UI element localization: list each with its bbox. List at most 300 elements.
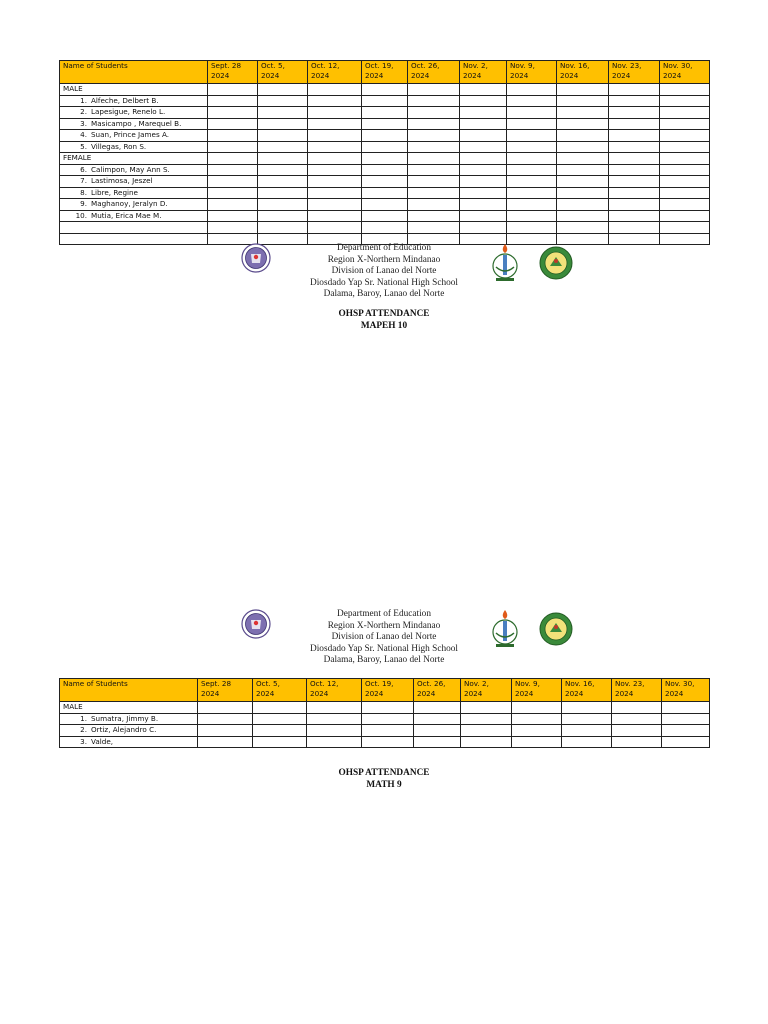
attendance-cell (307, 713, 362, 725)
header-text-line: 2024 (311, 71, 330, 80)
header-text-line: 2024 (261, 71, 280, 80)
attendance-cell (460, 84, 507, 96)
attendance-cell (660, 118, 710, 130)
column-header-date (662, 679, 710, 702)
student-name: Calimpon, May Ann S. (91, 164, 170, 174)
header-text-line: Nov. 23, (612, 61, 642, 70)
attendance-cell (362, 725, 414, 737)
attendance-cell (460, 164, 507, 176)
student-number: 3. (80, 118, 87, 128)
attendance-cell (507, 107, 557, 119)
attendance-cell (258, 164, 308, 176)
attendance-cell (362, 153, 408, 165)
attendance-cell (557, 130, 609, 142)
school-seal-icon (538, 246, 574, 284)
student-name-cell (60, 118, 208, 130)
table-row (60, 210, 710, 222)
attendance-cell (557, 164, 609, 176)
attendance-cell (208, 222, 258, 234)
header-text-line: Oct. 19, (365, 679, 394, 688)
header-line-division: Division of Lanao del Norte (331, 266, 437, 276)
attendance-cell (362, 130, 408, 142)
attendance-cell (362, 107, 408, 119)
attendance-cell (362, 84, 408, 96)
student-name-cell (60, 222, 208, 234)
attendance-cell (307, 702, 362, 714)
header-text-line: Oct. 5, (256, 679, 280, 688)
student-name-cell (60, 107, 208, 119)
header-text-line: 2024 (565, 689, 584, 698)
student-number: 1. (80, 95, 87, 105)
attendance-cell (609, 222, 660, 234)
attendance-cell (208, 210, 258, 222)
attendance-cell (660, 141, 710, 153)
attendance-cell (408, 164, 460, 176)
attendance-cell (507, 153, 557, 165)
header-text-line: 2024 (201, 689, 220, 698)
table-body (60, 84, 710, 245)
header-line-school: Diosdado Yap Sr. National High School (310, 643, 458, 654)
attendance-cell (414, 736, 461, 748)
attendance-cell (507, 187, 557, 199)
column-header-date (258, 61, 308, 84)
header-text-line: Nov. 30, (665, 679, 695, 688)
column-header-date (408, 61, 460, 84)
header-text-line: 2024 (665, 689, 684, 698)
attendance-cell (609, 210, 660, 222)
attendance-cell (253, 702, 307, 714)
attendance-cell (408, 222, 460, 234)
student-name-cell (60, 702, 198, 714)
attendance-cell (660, 84, 710, 96)
title-subject: MAPEH 10 (360, 320, 408, 331)
header-line-school: Diosdado Yap Sr. National High School (310, 277, 458, 288)
attendance-cell (609, 141, 660, 153)
header-text-line: 2024 (510, 71, 529, 80)
attendance-cell (208, 141, 258, 153)
student-name: Libre, Regine (91, 187, 138, 197)
attendance-table-mapeh (59, 60, 710, 245)
attendance-cell (308, 210, 362, 222)
attendance-cell (208, 107, 258, 119)
attendance-cell (408, 141, 460, 153)
attendance-cell (557, 210, 609, 222)
attendance-cell (660, 95, 710, 107)
attendance-cell (660, 130, 710, 142)
header-text-line: Oct. 12, (311, 61, 340, 70)
attendance-cell (258, 153, 308, 165)
table-row (60, 187, 710, 199)
attendance-cell (308, 130, 362, 142)
attendance-cell (557, 84, 609, 96)
header-line-division: Division of Lanao del Norte (331, 632, 437, 642)
attendance-cell (408, 187, 460, 199)
attendance-cell (208, 130, 258, 142)
attendance-cell (662, 725, 710, 737)
attendance-cell (308, 118, 362, 130)
attendance-cell (253, 736, 307, 748)
attendance-cell (660, 210, 710, 222)
student-name: Mutia, Erica Mae M. (91, 210, 162, 220)
attendance-table-math (59, 678, 710, 748)
attendance-cell (408, 95, 460, 107)
student-number: 3. (80, 736, 87, 746)
table-row (60, 725, 710, 737)
header-text-line: 2024 (515, 689, 534, 698)
attendance-cell (208, 164, 258, 176)
title-subject: MATH 9 (366, 779, 402, 790)
attendance-cell (507, 118, 557, 130)
student-number: 2. (80, 107, 87, 116)
header-text-line: Nov. 16, (560, 61, 590, 70)
attendance-cell (198, 725, 253, 737)
attendance-cell (460, 153, 507, 165)
table-row (60, 713, 710, 725)
attendance-cell (557, 107, 609, 119)
school-seal-icon (538, 612, 574, 650)
student-name: Sumatra, Jimmy B. (91, 713, 159, 723)
attendance-cell (612, 736, 662, 748)
header-text-line: 2024 (256, 689, 275, 698)
attendance-cell (507, 199, 557, 211)
header-line-region: Region X-Northern Mindanao (327, 620, 441, 631)
attendance-cell (208, 84, 258, 96)
attendance-cell (612, 713, 662, 725)
student-number: 8. (80, 187, 87, 197)
school-header (0, 609, 768, 667)
attendance-cell (208, 153, 258, 165)
header-text-line: Nov. 2, (464, 679, 489, 688)
table-row (60, 130, 710, 142)
header-text-line: Nov. 2, (463, 61, 488, 70)
blank-row (60, 222, 710, 234)
table-row (60, 199, 710, 211)
header-text-line: Sept. 28 (201, 679, 232, 688)
header-text-line: Name of Students (63, 61, 128, 70)
attendance-cell (609, 164, 660, 176)
attendance-cell (461, 725, 512, 737)
attendance-cell (512, 702, 562, 714)
column-header-date (208, 61, 258, 84)
group-row (60, 84, 710, 96)
student-number: 1. (80, 713, 87, 723)
attendance-cell (208, 95, 258, 107)
table-row (60, 107, 710, 119)
attendance-cell (362, 702, 414, 714)
attendance-cell (308, 199, 362, 211)
attendance-cell (208, 118, 258, 130)
column-header-date (362, 61, 408, 84)
student-name-cell (60, 84, 208, 96)
school-emblem-icon (490, 609, 520, 653)
attendance-cell (460, 95, 507, 107)
group-label: MALE (63, 702, 83, 711)
column-header-name (60, 679, 198, 702)
attendance-cell (609, 199, 660, 211)
student-name-cell (60, 164, 208, 176)
attendance-cell (460, 210, 507, 222)
column-header-date (461, 679, 512, 702)
attendance-cell (460, 118, 507, 130)
attendance-cell (208, 187, 258, 199)
attendance-cell (198, 702, 253, 714)
attendance-cell (612, 702, 662, 714)
attendance-cell (253, 713, 307, 725)
attendance-cell (362, 736, 414, 748)
attendance-cell (258, 141, 308, 153)
header-text-line: Oct. 5, (261, 61, 285, 70)
attendance-cell (557, 153, 609, 165)
group-label: MALE (63, 84, 83, 93)
header-text-line: Oct. 19, (365, 61, 394, 70)
attendance-cell (258, 107, 308, 119)
section1-title (0, 309, 768, 332)
attendance-cell (258, 118, 308, 130)
student-name: Lastimosa, Jeszel (91, 176, 153, 185)
attendance-cell (660, 153, 710, 165)
attendance-cell (609, 107, 660, 119)
table-row (60, 176, 710, 188)
student-number: 6. (80, 164, 87, 174)
header-text-line: Nov. 9, (515, 679, 540, 688)
attendance-cell (662, 736, 710, 748)
column-header-date (308, 61, 362, 84)
attendance-cell (408, 176, 460, 188)
student-number: 9. (80, 199, 87, 208)
table-row (60, 118, 710, 130)
attendance-cell (198, 713, 253, 725)
attendance-cell (460, 222, 507, 234)
attendance-cell (362, 713, 414, 725)
student-name-cell (60, 736, 198, 748)
attendance-cell (660, 199, 710, 211)
attendance-cell (408, 84, 460, 96)
header-text-line: 2024 (663, 71, 682, 80)
attendance-cell (460, 130, 507, 142)
attendance-cell (460, 141, 507, 153)
school-emblem-icon (490, 243, 520, 287)
table-row (60, 95, 710, 107)
header-text-line: Oct. 26, (411, 61, 440, 70)
attendance-cell (557, 141, 609, 153)
attendance-cell (408, 210, 460, 222)
student-number: 10. (75, 210, 87, 220)
header-line-deped: Department of Education (337, 609, 431, 619)
attendance-cell (507, 95, 557, 107)
attendance-cell (562, 736, 612, 748)
attendance-cell (308, 164, 362, 176)
title-attendance: OHSP ATTENDANCE (338, 309, 430, 319)
attendance-cell (507, 210, 557, 222)
attendance-cell (562, 713, 612, 725)
attendance-cell (660, 176, 710, 188)
attendance-cell (308, 141, 362, 153)
attendance-cell (307, 725, 362, 737)
student-number: 4. (80, 130, 87, 139)
section2-title (0, 768, 768, 791)
attendance-cell (609, 84, 660, 96)
student-name-cell (60, 130, 208, 142)
student-number: 5. (80, 141, 87, 151)
attendance-cell (362, 187, 408, 199)
column-header-name (60, 61, 208, 84)
attendance-cell (512, 713, 562, 725)
table-header-row (60, 679, 710, 702)
attendance-cell (507, 141, 557, 153)
column-header-date (362, 679, 414, 702)
header-text-line: Oct. 12, (310, 679, 339, 688)
header-text-line: 2024 (615, 689, 634, 698)
column-header-date (460, 61, 507, 84)
column-header-date (307, 679, 362, 702)
column-header-date (198, 679, 253, 702)
attendance-cell (662, 713, 710, 725)
table-row (60, 164, 710, 176)
header-text-line: 2024 (365, 689, 384, 698)
attendance-cell (557, 176, 609, 188)
header-text-line: 2024 (560, 71, 579, 80)
attendance-cell (362, 141, 408, 153)
column-header-date (253, 679, 307, 702)
attendance-cell (414, 725, 461, 737)
attendance-cell (308, 153, 362, 165)
student-name-cell (60, 725, 198, 737)
attendance-cell (609, 95, 660, 107)
attendance-cell (660, 222, 710, 234)
header-text-line: Nov. 9, (510, 61, 535, 70)
student-name-cell (60, 210, 208, 222)
student-name-cell (60, 199, 208, 211)
header-text-line: Nov. 16, (565, 679, 595, 688)
attendance-cell (258, 95, 308, 107)
attendance-cell (557, 222, 609, 234)
student-name-cell (60, 176, 208, 188)
attendance-cell (557, 95, 609, 107)
attendance-cell (362, 199, 408, 211)
student-name-cell (60, 713, 198, 725)
attendance-cell (258, 84, 308, 96)
column-header-date (562, 679, 612, 702)
table-body (60, 702, 710, 748)
header-line-region: Region X-Northern Mindanao (327, 254, 441, 265)
header-text-line: Nov. 30, (663, 61, 693, 70)
attendance-cell (308, 84, 362, 96)
header-line-address: Dalama, Baroy, Lanao del Norte (323, 655, 445, 665)
group-label: FEMALE (63, 153, 92, 162)
header-text-line: Oct. 26, (417, 679, 446, 688)
header-text-line: 2024 (411, 71, 430, 80)
attendance-cell (460, 107, 507, 119)
header-text-line: Nov. 23, (615, 679, 645, 688)
student-name: Alfeche, Delbert B. (91, 95, 159, 105)
attendance-cell (414, 713, 461, 725)
attendance-cell (408, 153, 460, 165)
header-text-line: 2024 (365, 71, 384, 80)
attendance-cell (512, 736, 562, 748)
attendance-cell (408, 118, 460, 130)
attendance-cell (562, 725, 612, 737)
group-row (60, 702, 710, 714)
title-attendance: OHSP ATTENDANCE (338, 768, 430, 778)
group-row (60, 153, 710, 165)
attendance-cell (362, 118, 408, 130)
attendance-cell (253, 725, 307, 737)
attendance-cell (408, 130, 460, 142)
attendance-cell (512, 725, 562, 737)
attendance-cell (460, 176, 507, 188)
school-header (0, 243, 768, 301)
attendance-cell (258, 210, 308, 222)
attendance-cell (308, 222, 362, 234)
attendance-cell (507, 176, 557, 188)
attendance-cell (308, 107, 362, 119)
attendance-cell (208, 176, 258, 188)
attendance-cell (562, 702, 612, 714)
attendance-cell (362, 222, 408, 234)
table-row (60, 736, 710, 748)
attendance-cell (609, 187, 660, 199)
student-name-cell (60, 187, 208, 199)
header-text-line: Name of Students (63, 679, 128, 688)
attendance-cell (557, 187, 609, 199)
attendance-cell (660, 164, 710, 176)
attendance-cell (507, 84, 557, 96)
student-name: Villegas, Ron S. (91, 141, 147, 151)
header-text-line: 2024 (417, 689, 436, 698)
attendance-cell (258, 176, 308, 188)
attendance-cell (258, 199, 308, 211)
header-text-line: 2024 (612, 71, 631, 80)
attendance-cell (609, 130, 660, 142)
attendance-cell (461, 736, 512, 748)
attendance-cell (198, 736, 253, 748)
student-name: Lapesigue, Renelo L. (91, 107, 166, 116)
attendance-cell (660, 187, 710, 199)
header-text-line: 2024 (310, 689, 329, 698)
column-header-date (660, 61, 710, 84)
student-number: 7. (80, 176, 87, 185)
student-name: Maghanoy, Jeralyn D. (91, 199, 168, 208)
attendance-cell (507, 222, 557, 234)
attendance-cell (362, 164, 408, 176)
attendance-cell (208, 199, 258, 211)
column-header-date (609, 61, 660, 84)
header-line-address: Dalama, Baroy, Lanao del Norte (323, 289, 445, 299)
attendance-cell (557, 118, 609, 130)
header-text-line: Sept. 28 (211, 61, 242, 70)
student-number: 2. (80, 725, 87, 734)
attendance-cell (408, 199, 460, 211)
attendance-cell (507, 164, 557, 176)
attendance-cell (507, 130, 557, 142)
attendance-cell (609, 118, 660, 130)
attendance-cell (609, 153, 660, 165)
attendance-cell (362, 210, 408, 222)
attendance-cell (660, 107, 710, 119)
column-header-date (414, 679, 461, 702)
attendance-cell (258, 130, 308, 142)
attendance-cell (362, 95, 408, 107)
table-header-row (60, 61, 710, 84)
attendance-cell (612, 725, 662, 737)
column-header-date (557, 61, 609, 84)
student-name: Valde, (91, 736, 114, 746)
header-text-line: 2024 (464, 689, 483, 698)
header-text-line: 2024 (463, 71, 482, 80)
attendance-cell (414, 702, 461, 714)
attendance-cell (460, 187, 507, 199)
student-name: Masicampo , Marequel B. (91, 118, 182, 128)
